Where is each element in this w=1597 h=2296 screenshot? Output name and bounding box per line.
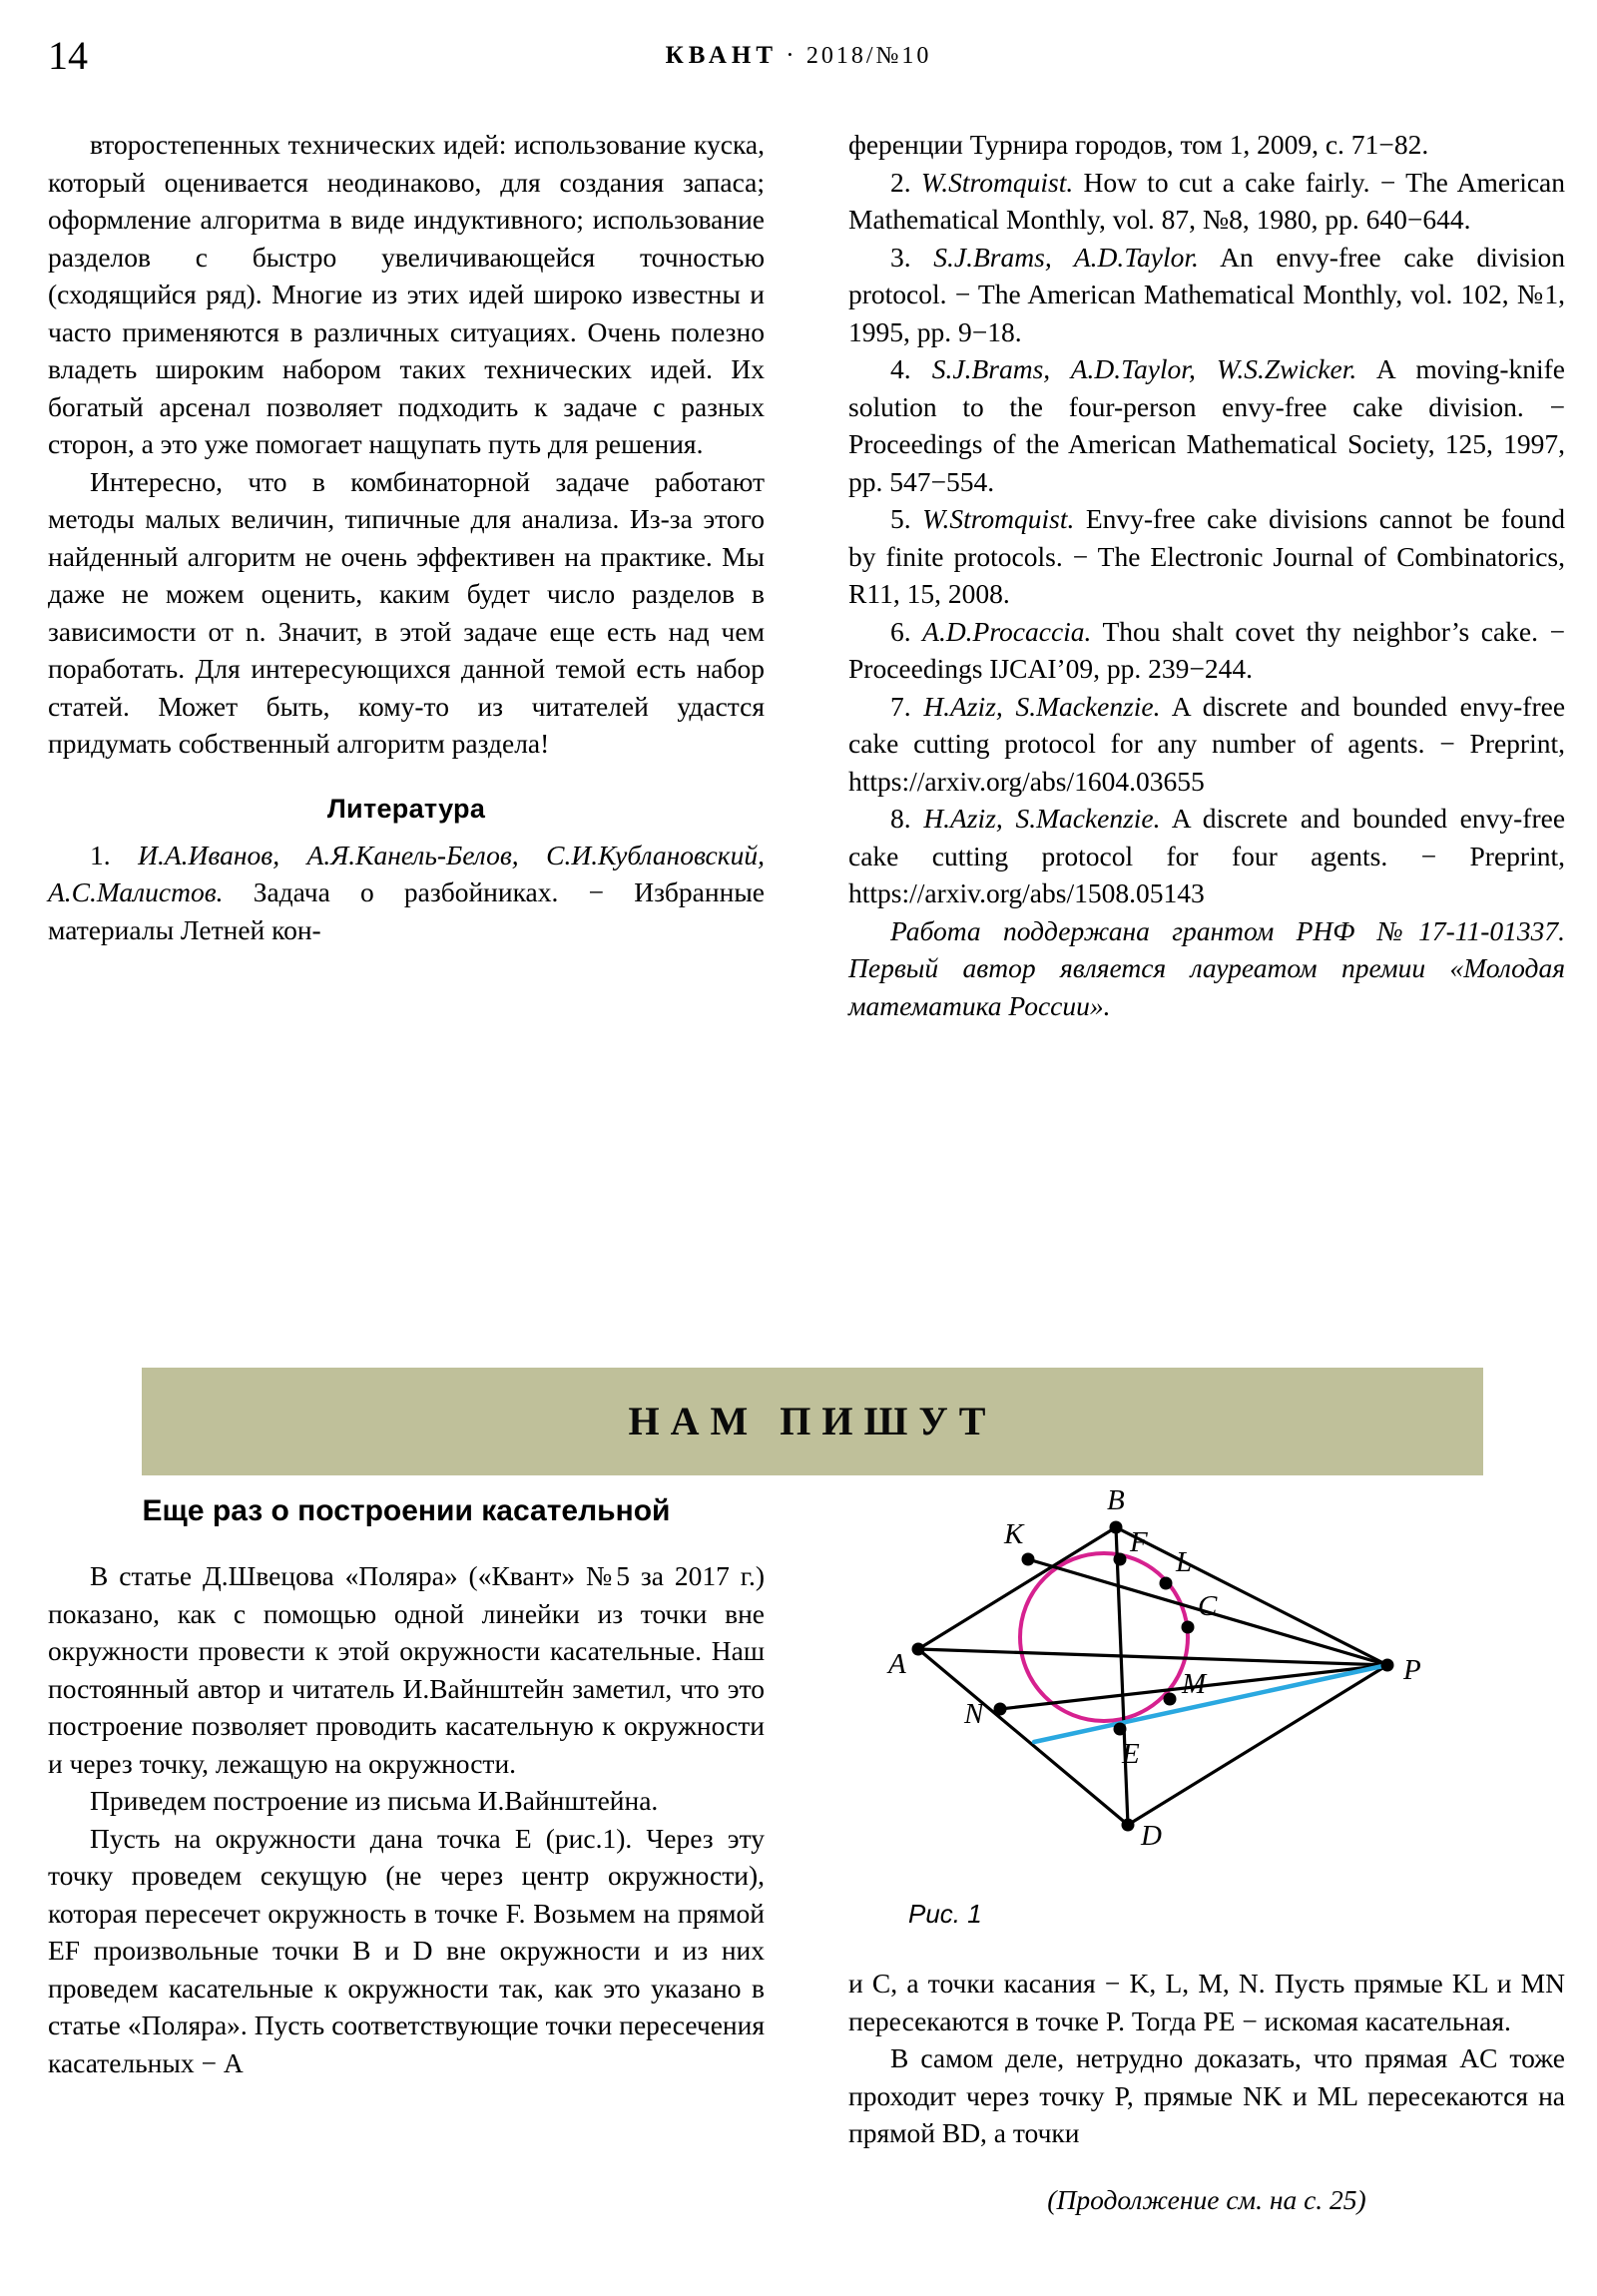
reference-text: Envy-free cake divisions cannot be found by finite protocols. − The Electronic Journal of Combinatorics, R11, 15, 2008. <box>848 503 1566 609</box>
point-label-M: M <box>1182 1668 1207 1700</box>
reference-number: 8. <box>890 803 911 834</box>
geometry-diagram <box>848 1487 1565 1887</box>
tangent-line-PE <box>1034 1665 1387 1742</box>
point-P-dot <box>1381 1659 1394 1672</box>
point-label-N: N <box>964 1698 984 1730</box>
reference-authors: И.А.Иванов, А.Я.Канель-Белов, С.И.Кублановский, А.С.Малистов. <box>48 839 766 907</box>
paragraph: Приведем построение из письма И.Вайнштейна. <box>90 1785 659 1816</box>
reference-authors: S.J.Brams, A.D.Taylor, W.S.Zwicker. <box>931 353 1357 384</box>
reference-authors: H.Aziz, S.Mackenzie. <box>923 690 1161 722</box>
point-E-dot <box>1114 1723 1127 1736</box>
point-label-E: E <box>1122 1738 1140 1770</box>
point-label-D: D <box>1141 1820 1162 1852</box>
journal-title: КВАНТ <box>665 42 778 69</box>
reference-item <box>848 164 1565 239</box>
journal-issue: 2018/№10 <box>805 43 932 69</box>
reference-item <box>848 613 1565 688</box>
paragraph-text: Интересно, что в комбинаторной задаче работают методы малых величин, типичные для анализа. Из-за этого найденный алгоритм не очень эффективен на практике. Мы даже не можем оценить, каким будет число разделов в зависимости от n. Значит, в этой задаче еще есть над чем поработать. Для интересующихся данной темой есть набор статей. Может быть, кому-то из читателей удастся придумать собственный алгоритм раздела! <box>48 465 765 759</box>
article-title: Еще раз о построении касательной <box>142 1494 671 1527</box>
reference-item <box>848 688 1565 801</box>
line-AP <box>918 1649 1387 1665</box>
reference-item <box>848 800 1565 912</box>
point-N-dot <box>994 1703 1007 1716</box>
reference-item <box>848 239 1565 351</box>
journal-line <box>0 42 1597 70</box>
reference-text: An envy-free cake division protocol. − The American Mathematical Monthly, vol. 102, №1, 1995, pp. 9−18. <box>848 241 1566 347</box>
journal-separator: · <box>786 42 798 69</box>
figure-1 <box>848 1487 1565 1947</box>
reference-authors: H.Aziz, S.Mackenzie. <box>923 803 1161 834</box>
paragraph: и C, а точки касания − K, L, M, N. Пусть прямые KL и MN пересекаются в точке P. Тогда PE − искомая касательная. <box>848 1968 1565 2036</box>
point-B-dot <box>1110 1521 1123 1534</box>
point-label-A: A <box>888 1648 906 1680</box>
reference-authors: W.Stromquist. <box>920 166 1074 198</box>
paragraph: В самом деле, нетрудно доказать, что прямая AC тоже проходит через точку P, прямые NK и ML пересекаются на прямой BD, а точки <box>848 2042 1565 2148</box>
reference-authors: A.D.Procaccia. <box>922 615 1092 647</box>
right-column-top <box>848 126 1565 1024</box>
figure-caption: Рис. 1 <box>908 1899 982 1929</box>
point-label-B: B <box>1107 1487 1125 1516</box>
paragraph: Пусть на окружности дана точка E (рис.1). Через эту точку проведем секущую (не через центр окружности), которая пересечет окружность в точке F. Возьмем на прямой EF произвольные точки B и D вне окружности и из них проведем касательные к окружности так, как это указано в статье «Поляра». Пусть соответствующие точки пересечения касательных − A <box>48 1822 765 2078</box>
section-banner <box>142 1368 1483 1475</box>
reference-text: A discrete and bounded envy-free cake cutting protocol for any number of agents. − Preprint, https://arxiv.org/abs/1604.03655 <box>848 690 1566 797</box>
literature-heading: Литература <box>326 793 486 824</box>
point-label-P: P <box>1403 1654 1421 1686</box>
point-F-dot <box>1114 1553 1127 1566</box>
reference-number: 2. <box>890 166 911 198</box>
reference-text: How to cut a cake fairly. − The American Mathematical Monthly, vol. 87, №8, 1980, pp. 640−644. <box>848 166 1566 235</box>
point-M-dot <box>1164 1693 1177 1706</box>
reference-text: A discrete and bounded envy-free cake cutting protocol for four agents. − Preprint, https://arxiv.org/abs/1508.05143 <box>848 803 1566 908</box>
reference-text: Thou shalt covet thy neighbor’s cake. − Proceedings IJCAI’09, pp. 239−244. <box>848 615 1565 684</box>
point-L-dot <box>1160 1577 1173 1590</box>
reference-text: Задача о разбойниках. − Избранные материалы Летней кон- <box>48 876 765 945</box>
point-C-dot <box>1182 1621 1195 1634</box>
reference-list-left <box>48 837 765 949</box>
reference-text: A moving-knife solution to the four-person envy-free cake division. − Proceedings of the American Mathematical Society, 125, 1997, pp. 547−554. <box>848 353 1566 497</box>
reference-number: 5. <box>890 503 911 534</box>
continuation-note: (Продолжение см. на с. 25) <box>1047 2184 1366 2215</box>
construction-lines <box>918 1527 1387 1825</box>
left-column-top <box>48 126 765 948</box>
point-K-dot <box>1022 1553 1035 1566</box>
paragraph <box>48 463 765 763</box>
point-label-L: L <box>1176 1546 1193 1578</box>
point-label-C: C <box>1198 1590 1218 1622</box>
reference-number: 1. <box>90 839 111 870</box>
reference-authors: W.Stromquist. <box>922 503 1075 534</box>
paragraph: В статье Д.Швецова «Поляра» («Квант» №5 за 2017 г.) показано, как с помощью одной линейки из точки вне окружности провести к этой окружности касательные. Наш постоянный автор и читатель И.Вайнштейн заметил, что это построение позволяет проводить касательную к окружности и через точку, лежащую на окружности. <box>48 1560 765 1779</box>
point-D-dot <box>1122 1819 1135 1832</box>
reference-number: 3. <box>890 241 911 273</box>
reference-item <box>848 500 1565 613</box>
page-number: 14 <box>48 33 88 78</box>
point-label-F: F <box>1130 1526 1148 1558</box>
section-banner-title: НАМ ПИШУТ <box>628 1399 997 1443</box>
reference-number: 4. <box>890 353 911 384</box>
line-AD <box>918 1649 1128 1825</box>
reference-number: 6. <box>890 615 911 647</box>
article-right-column <box>848 1965 1565 2152</box>
point-label-K: K <box>1004 1518 1024 1550</box>
grant-note: Работа поддержана грантом РНФ №17-11-01337. Первый автор является лауреатом премии «Молодая математика России». <box>848 914 1565 1021</box>
point-A-dot <box>912 1643 925 1656</box>
article-left-column <box>48 1557 765 2081</box>
reference-authors: S.J.Brams, A.D.Taylor. <box>933 241 1199 273</box>
running-head <box>0 30 1597 80</box>
line-BD <box>1116 1527 1128 1825</box>
reference-item <box>848 350 1565 500</box>
reference-item <box>48 837 765 949</box>
reference-number: 7. <box>890 690 911 722</box>
reference-continuation: ференции Турнира городов, том 1, 2009, с. 71−82. <box>848 129 1429 160</box>
paragraph: второстепенных технических идей: использование куска, который оценивается неодинаково, для создания запаса; оформление алгоритма в виде индуктивного; использование разделов с быстро увеличивающейся точностью (сходящийся ряд). Многие из этих идей широко известны и часто применяются в различных ситуациях. Очень полезно владеть широким набором таких технических идей. Их богатый арсенал позволяет подходить к задаче с разных сторон, а это уже помогает нащупать путь для решения. <box>48 129 765 459</box>
